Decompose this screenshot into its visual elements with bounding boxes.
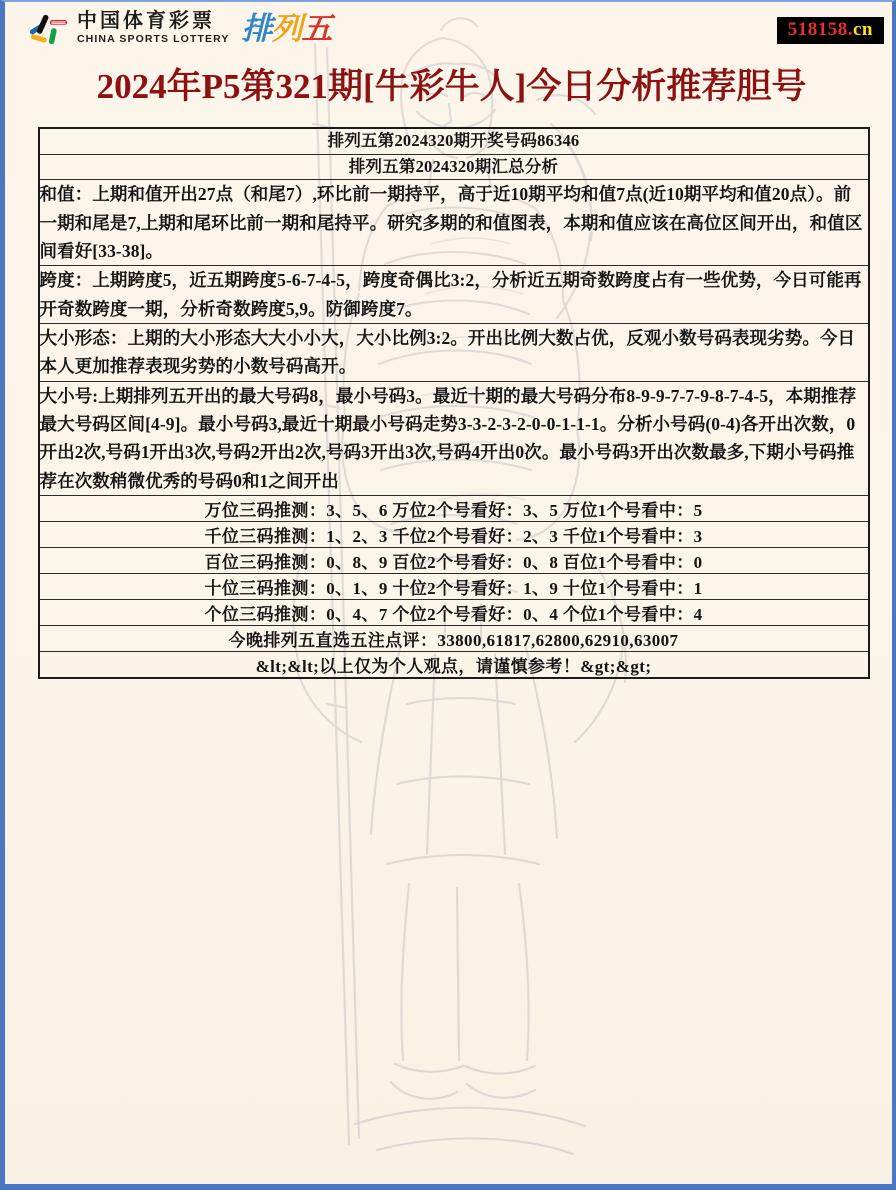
table-row-draw-result xyxy=(39,128,869,154)
china-sports-lottery-logo-icon xyxy=(27,10,71,46)
table-row-pick-ge xyxy=(39,600,869,626)
pick-gewei-cell: 个位三码推测：0、4、7 个位2个号看好：0、4 个位1个号看中：4 xyxy=(39,600,869,626)
pick-baiwei-cell: 百位三码推测：0、8、9 百位2个号看好：0、8 百位1个号看中：0 xyxy=(39,548,869,574)
table-row-sum-analysis xyxy=(39,180,869,266)
sum-analysis-cell: 和值：上期和值开出27点（和尾7）,环比前一期持平，高于近10期平均和值7点(近10期平均和值20点）。前一期和尾是7,上期和尾环比前一期和尾持平。研究多期的和值图表，本期和值应该在高位区间开出，和值区间看好[33-38]。 xyxy=(39,180,869,266)
size-form-analysis-cell: 大小形态：上期的大小形态大大小小大，大小比例3:2。开出比例大数占优，反观小数号码表现劣势。今日本人更加推荐表现劣势的小数号码高开。 xyxy=(39,323,869,381)
brand-wordmark xyxy=(77,11,229,45)
pick-qianwei-cell: 千位三码推测：1、2、3 千位2个号看好：2、3 千位1个号看中：3 xyxy=(39,522,869,548)
span-analysis-cell: 跨度：上期跨度5，近五期跨度5-6-7-4-5，跨度奇偶比3:2，分析近五期奇数跨度占有一些优势，今日可能再开奇数跨度一期，分析奇数跨度5,9。防御跨度7。 xyxy=(39,266,869,324)
site-domain-text: 518158. xyxy=(787,19,853,40)
summary-heading-cell: 排列五第2024320期汇总分析 xyxy=(39,154,869,180)
pick-wanwei-cell: 万位三码推测：3、5、6 万位2个号看好：3、5 万位1个号看中：5 xyxy=(39,496,869,522)
draw-result-cell: 排列五第2024320期开奖号码86346 xyxy=(39,128,869,154)
game-name-pailiewu xyxy=(241,10,332,46)
table-row-pick-shi xyxy=(39,574,869,600)
page-title: 2024年P5第321期[牛彩牛人]今日分析推荐胆号 xyxy=(96,67,807,106)
disclaimer-cell: &lt;&lt;以上仅为个人观点，请谨慎参考！&gt;&gt; xyxy=(39,652,869,679)
brand-name-en: CHINA SPORTS LOTTERY xyxy=(77,33,230,46)
game-name-char-2: 列 xyxy=(271,10,302,46)
game-name-char-3: 五 xyxy=(301,10,332,46)
pick-shiwei-cell: 十位三码推测：0、1、9 十位2个号看好：1、9 十位1个号看中：1 xyxy=(39,574,869,600)
table-row-pick-bai xyxy=(39,548,869,574)
table-row-disclaimer xyxy=(39,652,869,679)
site-tld-text: cn xyxy=(853,19,873,40)
table-row-direct-picks xyxy=(39,626,869,652)
site-masthead xyxy=(10,4,896,62)
lottery-brand-logo xyxy=(27,10,331,46)
table-row-size-number-analysis xyxy=(39,381,869,495)
table-row-pick-qian xyxy=(39,522,869,548)
site-watermark-badge xyxy=(777,17,884,44)
direct-picks-cell: 今晚排列五直选五注点评：33800,61817,62800,62910,63007 xyxy=(39,626,869,652)
page-inner xyxy=(10,4,896,1186)
table-row-summary-heading xyxy=(39,154,869,180)
table-row-pick-wan xyxy=(39,496,869,522)
size-number-analysis-cell: 大小号:上期排列五开出的最大号码8，最小号码3。最近十期的最大号码分布8-9-9-7-7-9-8-7-4-5，本期推荐最大号码区间[4-9]。最小号码3,最近十期最小号码走势3-3-2-3-2-0-0-1-1-1。分析小号码(0-4)各开出次数，0开出2次,号码1开出3次,号码2开出2次,号码3开出3次,号码4开出0次。最小号码3开出次数最多,下期小号码推荐在次数稍微优秀的号码0和1之间开出 xyxy=(39,381,869,495)
brand-name-cn: 中国体育彩票 xyxy=(77,10,215,33)
table-row-size-form-analysis xyxy=(39,323,869,381)
game-name-char-1: 排 xyxy=(241,10,272,46)
analysis-table xyxy=(38,127,870,679)
table-row-span-analysis xyxy=(39,266,869,324)
